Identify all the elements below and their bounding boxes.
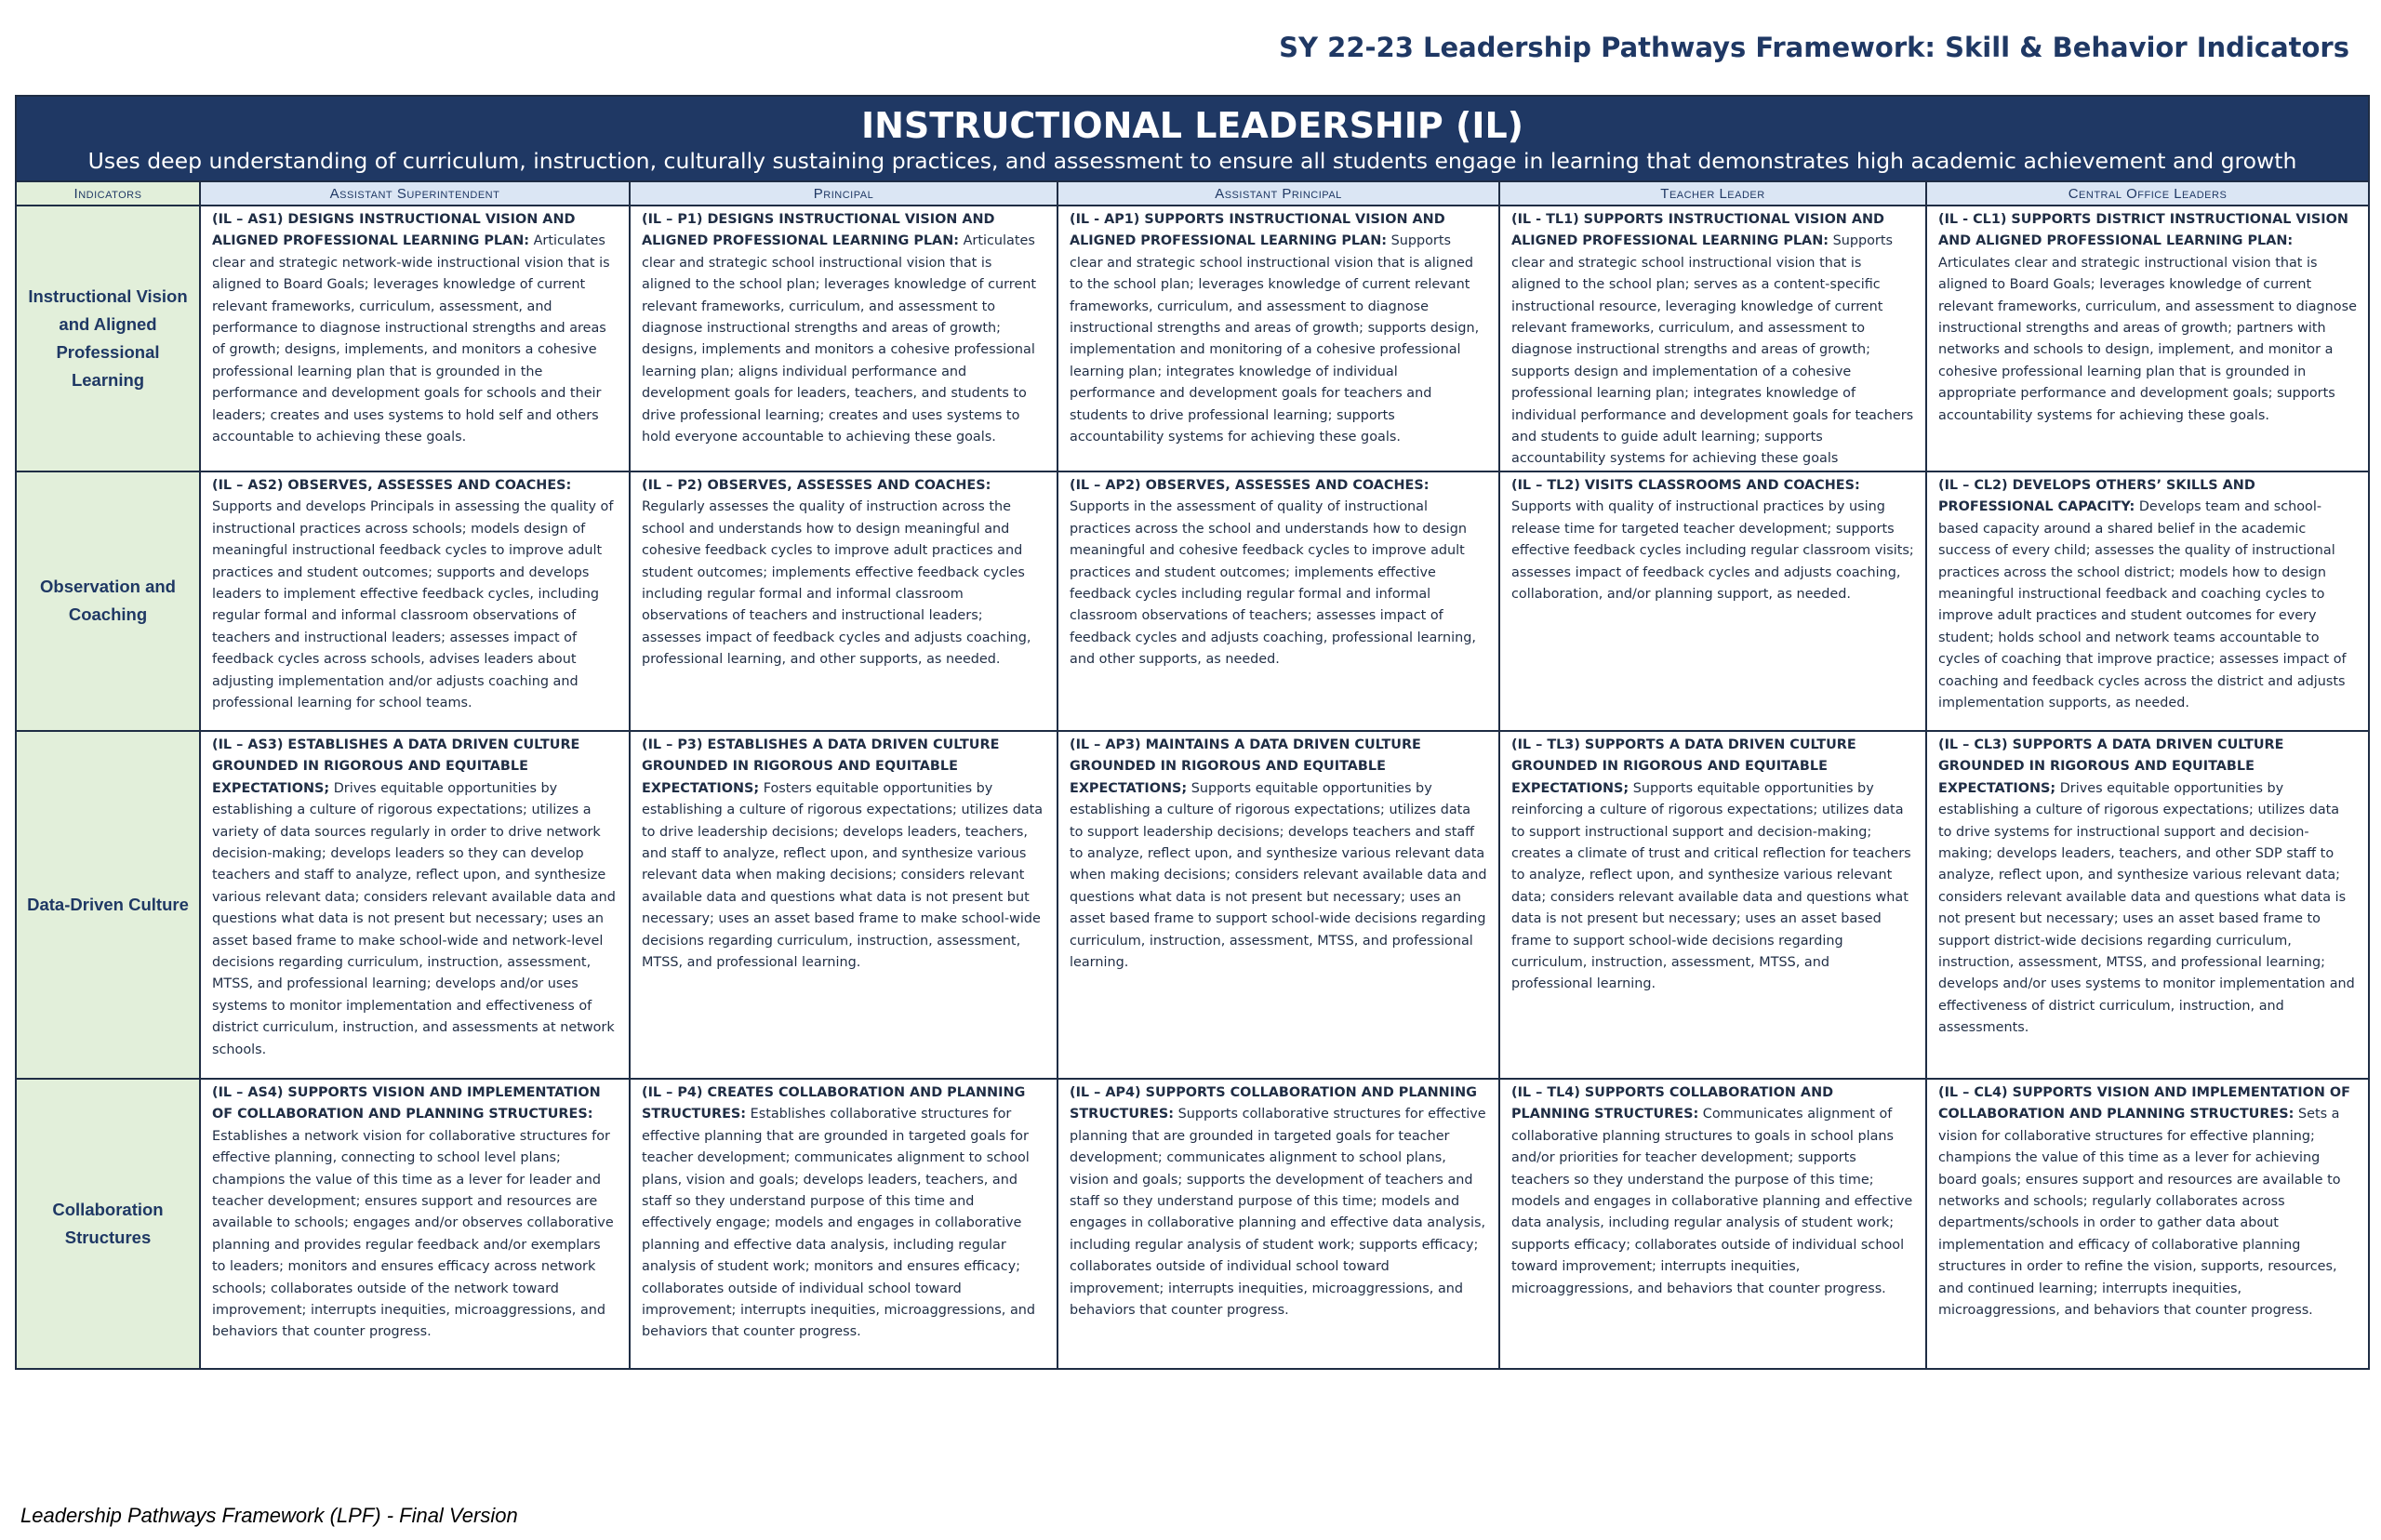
column-header-teacher-leader: Teacher Leader xyxy=(1499,181,1926,206)
indicator-text: Regularly assesses the quality of instruction across the school and understands how to design meaningful and cohesive feedback cycles to improve adult practices and student outcomes; implements effective feedback cycles including regular formal and informal classroom observations of teachers and instructional leaders; assesses impact of feedback cycles and adjusts coaching, professional learning, and other supports, as needed. xyxy=(642,499,1031,668)
indicator-text: Supports and develops Principals in assessing the quality of instructional practices across schools; models design of meaningful instructional feedback cycles to improve adult practices and student outcomes; supports and develops leaders to implement effective feedback cycles, including regular formal and informal classroom observations of teachers and instructional leaders; assesses impact of feedback cycles across schools, advises leaders about adjusting implementation and/or adjusts coaching and professional learning for school teams. xyxy=(212,499,614,710)
indicator-title: (IL – TL2) VISITS CLASSROOMS AND COACHES: xyxy=(1511,477,1860,493)
indicator-cell xyxy=(1057,471,1499,731)
indicator-cell xyxy=(630,1079,1057,1369)
column-header-assistant-principal: Assistant Principal xyxy=(1057,181,1499,206)
indicator-cell xyxy=(200,471,630,731)
indicator-cell xyxy=(1499,1079,1926,1369)
indicator-title: (IL – P4) CREATES COLLABORATION AND PLANNING STRUCTURES: xyxy=(642,1084,1026,1122)
indicator-text: Develops team and school-based capacity around a shared belief in the academic success of every child; assesses the quality of instructional practices across the school district; models how to design meaningful instructional feedback and coaching cycles to improve adult practices and student outcomes for every student; holds school and network teams accountable to cycles of coaching that improve practice; assesses impact of coaching and feedback cycles across the district and adjusts implementation supports, as needed. xyxy=(1938,499,2347,710)
document-title: SY 22-23 Leadership Pathways Framework: Skill & Behavior Indicators xyxy=(1279,32,2349,63)
row-label: Observation and Coaching xyxy=(16,471,200,731)
indicator-title: (IL – CL2) DEVELOPS OTHERS’ SKILLS AND PROFESSIONAL CAPACITY: xyxy=(1938,477,2255,515)
row-label: Collaboration Structures xyxy=(16,1079,200,1369)
column-header-assistant-superintendent: Assistant Superintendent xyxy=(200,181,630,206)
indicator-cell xyxy=(1926,206,2369,471)
row-label: Data-Driven Culture xyxy=(16,731,200,1079)
indicator-text: Supports clear and strategic school instructional vision that is aligned to the school plan; leverages knowledge of current relevant frameworks, curriculum, and assessment to diagnose instructional strengths and areas of growth; supports design, implementation and monitoring of a cohesive professional learning plan; integrates knowledge of individual performance and development goals for teachers and students to drive professional learning; supports accountability systems for achieving these goals. xyxy=(1070,233,1480,445)
indicator-title: (IL – P2) OBSERVES, ASSESSES AND COACHES: xyxy=(642,477,991,493)
indicator-text: Communicates alignment of collaborative planning structures to goals in school plans and/or priorities for teacher development; supports teachers so they understand the purpose of this time; models and engages in collaborative planning and effective data analysis, including regular analysis of student work; supports efficacy; collaborates outside of individual school toward improvement; interrupts inequities, microaggressions, and behaviors that counter progress. xyxy=(1511,1107,1913,1296)
indicator-title: (IL – CL3) SUPPORTS A DATA DRIVEN CULTURE GROUNDED IN RIGOROUS AND EQUITABLE EXPECTATIONS; xyxy=(1938,737,2284,796)
column-header-central-office-leaders: Central Office Leaders xyxy=(1926,181,2369,206)
indicator-title: (IL – AS1) DESIGNS INSTRUCTIONAL VISION AND ALIGNED PROFESSIONAL LEARNING PLAN: xyxy=(212,212,576,249)
section-subtitle: Uses deep understanding of curriculum, instruction, culturally sustaining practices, and assessment to ensure all students engage in learning that demonstrates high academic achievement and growth xyxy=(87,148,2297,174)
indicator-title: (IL – AP4) SUPPORTS COLLABORATION AND PLANNING STRUCTURES: xyxy=(1070,1084,1477,1122)
indicator-text: Articulates clear and strategic instructional vision that is aligned to Board Goals; leverages knowledge of current relevant frameworks, curriculum, and assessment to diagnose instructional strengths and areas of growth; partners with networks and schools to design, implement, and monitor a cohesive professional learning plan that is grounded in appropriate performance and development goals; supports accountability systems for achieving these goals. xyxy=(1938,255,2357,423)
indicator-text: Supports equitable opportunities by establishing a culture of rigorous expectations; utilizes data to support leadership decisions; develops teachers and staff to analyze, reflect upon, and synthesize various relevant data when making decisions; considers relevant available data and questions what data is not present but necessary; uses an asset based frame to support school-wide decisions regarding curriculum, instruction, assessment, MTSS, and professional learning. xyxy=(1070,780,1487,970)
indicator-cell xyxy=(1057,731,1499,1079)
indicator-text: Supports equitable opportunities by reinforcing a culture of rigorous expectations; utilizes data to support instructional support and decision-making; creates a climate of trust and critical reflection for teachers to analyze, reflect upon, and synthesize various relevant data; considers relevant available data and questions what data is not present but necessary; uses an asset based frame to support school-wide decisions regarding curriculum, instruction, assessment, MTSS, and professional learning. xyxy=(1511,780,1911,992)
indicator-title: (IL - TL1) SUPPORTS INSTRUCTIONAL VISION AND ALIGNED PROFESSIONAL LEARNING PLAN: xyxy=(1511,212,1884,249)
table-row xyxy=(16,206,2369,471)
indicator-title: (IL - AP1) SUPPORTS INSTRUCTIONAL VISION AND ALIGNED PROFESSIONAL LEARNING PLAN: xyxy=(1070,212,1445,249)
indicator-text: Supports collaborative structures for effective planning that are grounded in targeted goals for teacher development; communicates alignment to school plans, vision and goals; supports the development of teachers and staff so they understand purpose of this time; models and engages in collaborative planning and effective data analysis, including regular analysis of student work; supports efficacy; collaborates outside of individual school toward improvement; interrupts inequities, microaggressions, and behaviors that counter progress. xyxy=(1070,1107,1486,1318)
indicator-text: Supports clear and strategic school instructional vision that is aligned to the school plan; serves as a content-specific instructional resource, leveraging knowledge of current relevant frameworks, curriculum, and assessment to diagnose instructional strengths and areas of growth; supports design and implementation of a cohesive professional learning plan; integrates knowledge of individual performance and development goals for teachers and students to guide adult learning; supports accountability systems for achieving these goals xyxy=(1511,233,1914,467)
indicator-cell xyxy=(1499,206,1926,471)
indicator-text: Articulates clear and strategic school instructional vision that is aligned to the school plan; leverages knowledge of current relevant frameworks, curriculum, and assessment to diagnose instructional strengths and areas of growth; designs, implements and monitors a cohesive professional learning plan; aligns individual performance and development goals for leaders, teachers, and students to drive professional learning; creates and uses systems to hold everyone accountable to achieving these goals. xyxy=(642,233,1037,445)
indicator-cell xyxy=(1926,1079,2369,1369)
column-header-principal: Principal xyxy=(630,181,1057,206)
indicator-text: Fosters equitable opportunities by establishing a culture of rigorous expectations; utilizes data to drive leadership decisions; develops leaders, teachers, and staff to analyze, reflect upon, and synthesize various relevant data when making decisions; considers relevant available data and questions what data is not present but necessary; uses an asset based frame to make school-wide decisions regarding curriculum, instruction, assessment, MTSS, and professional learning. xyxy=(642,780,1044,970)
indicator-cell xyxy=(1926,471,2369,731)
indicator-title: (IL – AP3) MAINTAINS A DATA DRIVEN CULTURE GROUNDED IN RIGOROUS AND EQUITABLE EXPECTATIONS; xyxy=(1070,737,1421,796)
framework-table xyxy=(15,95,2370,1370)
indicator-cell xyxy=(1499,471,1926,731)
indicator-cell xyxy=(630,206,1057,471)
indicator-cell xyxy=(1926,731,2369,1079)
indicator-cell xyxy=(630,471,1057,731)
table-row xyxy=(16,1079,2369,1369)
document-footer: Leadership Pathways Framework (LPF) - Final Version xyxy=(20,1504,518,1527)
indicator-cell xyxy=(200,731,630,1079)
indicator-text: Establishes collaborative structures for effective planning that are grounded in targeted goals for teacher development; communicates alignment to school plans, vision and goals; develops leaders, teachers, and staff so they understand purpose of this time and effectively engage; models and engages in collaborative planning and effective data analysis, including regular analysis of student work; monitors and ensures efficacy; collaborates outside of individual school toward improvement; interrupts inequities, microaggressions, and behaviors that counter progress. xyxy=(642,1107,1036,1340)
indicator-text: Drives equitable opportunities by establishing a culture of rigorous expectations; utilizes data to drive systems for instructional support and decision-making; develops leaders, teachers, and other SDP staff to analyze, reflect upon, and synthesize various relevant data; considers relevant available data and questions what data is not present but necessary; uses an asset based frame to support district-wide decisions regarding curriculum, instruction, assessment, MTSS, and professional learning; develops and/or uses systems to monitor implementation and effectiveness of district curriculum, instruction, and assessments. xyxy=(1938,780,2355,1036)
indicator-cell xyxy=(1057,206,1499,471)
column-header-indicators: Indicators xyxy=(16,181,200,206)
row-label: Instructional Vision and Aligned Professional Learning xyxy=(16,206,200,471)
indicator-text: Sets a vision for collaborative structures for effective planning; champions the value of this time as a lever for achieving board goals; ensures support and resources are available to networks and schools; regularly collaborates across departments/schools in order to gather data about implementation and efficacy of collaborative planning structures in order to refine the vision, supports, resources, and continued learning; interrupts inequities, microaggressions, and behaviors that counter progress. xyxy=(1938,1107,2341,1318)
indicator-title: (IL – TL4) SUPPORTS COLLABORATION AND PLANNING STRUCTURES: xyxy=(1511,1084,1834,1122)
indicator-title: (IL – P1) DESIGNS INSTRUCTIONAL VISION AND ALIGNED PROFESSIONAL LEARNING PLAN: xyxy=(642,212,995,249)
indicator-text: Supports in the assessment of quality of instructional practices across the school and understands how to design meaningful and cohesive feedback cycles to improve adult practices and student outcomes; implements effective feedback cycles including regular formal and informal classroom observations of teachers; assesses impact of feedback cycles and adjusts coaching, professional learning, and other supports, as needed. xyxy=(1070,499,1476,668)
indicator-title: (IL – AP2) OBSERVES, ASSESSES AND COACHES: xyxy=(1070,477,1430,493)
indicator-title: (IL – AS2) OBSERVES, ASSESSES AND COACHES: xyxy=(212,477,572,493)
indicator-title: (IL – TL3) SUPPORTS A DATA DRIVEN CULTURE GROUNDED IN RIGOROUS AND EQUITABLE EXPECTATIONS; xyxy=(1511,737,1856,796)
table-row xyxy=(16,471,2369,731)
indicator-cell xyxy=(1499,731,1926,1079)
indicator-cell xyxy=(1057,1079,1499,1369)
indicator-title: (IL – CL4) SUPPORTS VISION AND IMPLEMENTATION OF COLLABORATION AND PLANNING STRUCTURES: xyxy=(1938,1084,2350,1122)
indicator-title: (IL – AS3) ESTABLISHES A DATA DRIVEN CULTURE GROUNDED IN RIGOROUS AND EQUITABLE EXPECTATIONS; xyxy=(212,737,580,796)
indicator-cell xyxy=(200,206,630,471)
indicator-text: Articulates clear and strategic network-wide instructional vision that is aligned to Board Goals; leverages knowledge of current relevant frameworks, curriculum, assessment, and performance to diagnose instructional strengths and areas of growth; designs, implements, and monitors a cohesive professional learning plan that is grounded in the performance and development goals for schools and their leaders; creates and uses systems to hold self and others accountable to achieving these goals. xyxy=(212,233,610,445)
indicator-title: (IL – AS4) SUPPORTS VISION AND IMPLEMENTATION OF COLLABORATION AND PLANNING STRUCTURES: xyxy=(212,1084,601,1122)
indicator-text: Establishes a network vision for collaborative structures for effective planning, connecting to school level plans; champions the value of this time as a lever for leader and teacher development; ensures support and resources are available to schools; engages and/or observes collaborative planning and provides regular feedback and/or exemplars to leaders; monitors and ensures efficacy across network schools; collaborates outside of the network toward improvement; interrupts inequities, microaggressions, and behaviors that counter progress. xyxy=(212,1128,614,1340)
section-banner xyxy=(16,96,2369,181)
column-header-row xyxy=(16,181,2369,206)
section-title: INSTRUCTIONAL LEADERSHIP (IL) xyxy=(860,105,1524,146)
indicator-text: Supports with quality of instructional practices by using release time for targeted teacher development; supports effective feedback cycles including regular classroom visits; assesses impact of feedback cycles and adjusts coaching, collaboration, and/or planning support, as needed. xyxy=(1511,499,1914,602)
table-row xyxy=(16,731,2369,1079)
indicator-cell xyxy=(630,731,1057,1079)
indicator-cell xyxy=(200,1079,630,1369)
indicator-title: (IL – P3) ESTABLISHES A DATA DRIVEN CULTURE GROUNDED IN RIGOROUS AND EQUITABLE EXPECTATIONS; xyxy=(642,737,1000,796)
indicator-text: Drives equitable opportunities by establishing a culture of rigorous expectations; utilizes a variety of data sources regularly in order to drive network decision-making; develops leaders so they can develop teachers and staff to analyze, reflect upon, and synthesize various relevant data; considers relevant available data and questions what data is not present but necessary; uses an asset based frame to make school-wide and network-level decisions regarding curriculum, instruction, assessment, MTSS, and professional learning; develops and/or uses systems to monitor implementation and effectiveness of district curriculum, instruction, and assessments at network schools. xyxy=(212,780,616,1057)
indicator-title: (IL - CL1) SUPPORTS DISTRICT INSTRUCTIONAL VISION AND ALIGNED PROFESSIONAL LEARNING PLAN: xyxy=(1938,212,2348,249)
